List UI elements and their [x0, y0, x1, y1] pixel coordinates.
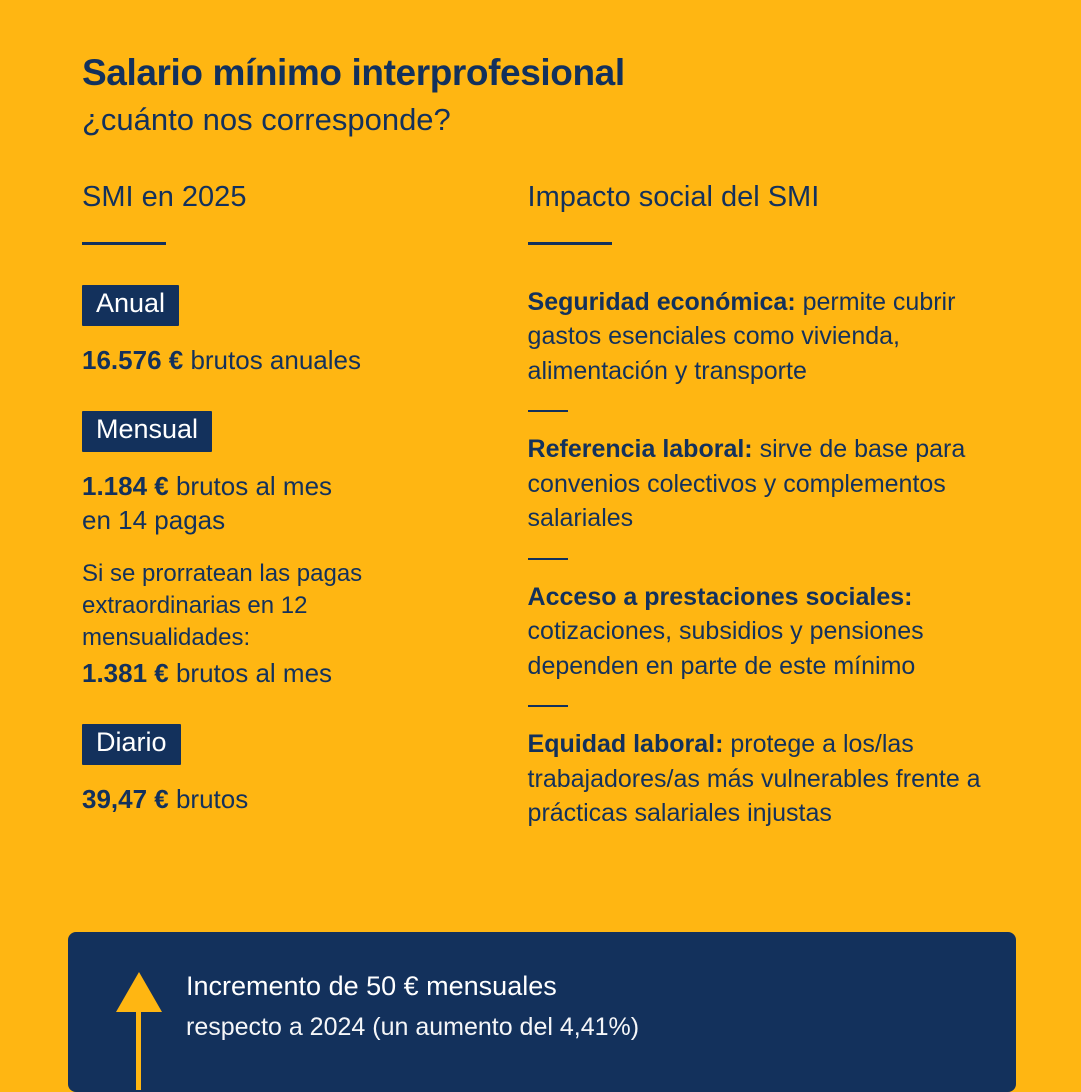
list-item — [528, 285, 1012, 389]
list-separator — [528, 410, 568, 412]
amount-mensual-value: 1.184 € — [82, 470, 169, 501]
amount-prorrateado-unit: brutos al mes — [168, 657, 333, 688]
amount-mensual-extra: en 14 pagas — [82, 505, 226, 536]
increment-banner — [68, 932, 1016, 1092]
list-item — [528, 727, 1012, 831]
prorrateo-note: Si se prorratean las pagas extraordinarias en 12 mensualidades: — [82, 560, 363, 651]
amount-prorrateado-value: 1.381 € — [82, 657, 169, 688]
list-item-text: sirve de base para convenios colectivos y complementos salariales — [527, 435, 966, 533]
page-title: Salario mínimo interprofesional — [82, 52, 625, 93]
impacto-column-heading: Impacto social del SMI — [527, 181, 820, 213]
list-item-text: permite cubrir gastos esenciales como vivienda, alimentación y transporte — [527, 287, 956, 385]
badge-diario: Diario — [82, 724, 181, 765]
heading-rule — [82, 242, 166, 245]
content-columns — [82, 182, 1012, 831]
impact-list — [528, 285, 1012, 831]
page-subtitle: ¿cuánto nos corresponde? — [82, 101, 451, 137]
amount-diario-value: 39,47 € — [82, 783, 169, 814]
badge-anual: Anual — [82, 285, 179, 326]
amount-anual — [82, 343, 482, 378]
list-separator — [528, 705, 568, 707]
list-item-lead: Equidad laboral: — [527, 730, 724, 759]
list-item-text: protege a los/las trabajadores/as más vulnerables frente a prácticas salariales injustas — [527, 730, 981, 828]
heading-rule — [528, 242, 612, 245]
smi-column — [82, 182, 482, 831]
amount-mensual-unit: brutos al mes — [168, 470, 333, 501]
list-item — [528, 580, 1012, 684]
badge-mensual: Mensual — [82, 411, 212, 452]
list-item-text: cotizaciones, subsidios y pensiones dependen en parte de este mínimo — [527, 617, 924, 680]
amount-anual-value: 16.576 € — [82, 344, 184, 375]
list-item — [528, 432, 1012, 536]
impacto-column — [528, 182, 1012, 831]
list-item-lead: Seguridad económica: — [527, 287, 796, 316]
amount-prorrateado — [82, 656, 482, 691]
banner-subtitle: respecto a 2024 (un aumento del 4,41%) — [186, 1012, 640, 1041]
banner-title: Incremento de 50 € mensuales — [186, 971, 557, 1001]
list-separator — [528, 558, 568, 560]
amount-diario — [82, 782, 482, 817]
list-item-lead: Acceso a prestaciones sociales: — [527, 582, 913, 611]
amount-mensual — [82, 469, 482, 538]
list-item-lead: Referencia laboral: — [527, 435, 753, 464]
smi-block-anual — [82, 285, 482, 377]
header — [82, 52, 982, 138]
banner-texts — [186, 970, 639, 1043]
smi-column-heading: SMI en 2025 — [82, 181, 247, 213]
up-arrow-icon — [110, 970, 168, 1080]
smi-block-diario — [82, 724, 482, 816]
amount-diario-unit: brutos — [168, 783, 249, 814]
amount-anual-unit: brutos anuales — [183, 344, 362, 375]
smi-block-mensual — [82, 411, 482, 690]
